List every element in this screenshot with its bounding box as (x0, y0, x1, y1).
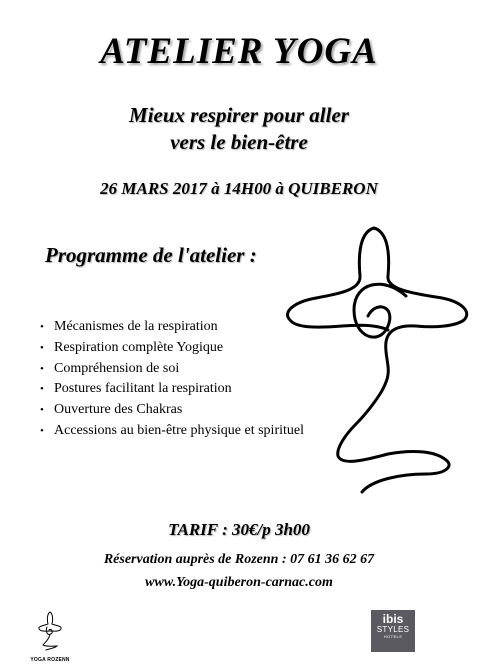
yoga-figure-logo-icon (35, 610, 65, 652)
ibis-styles-logo (371, 610, 415, 652)
program-heading: Programme de l'atelier : (45, 243, 257, 267)
yoga-rozenn-logo (26, 610, 74, 663)
ibis-hotels: HOTELS (383, 634, 403, 639)
meditating-figure-icon (276, 218, 476, 518)
list-item: • Respiration complète Yogique (40, 338, 304, 359)
subtitle-line-1: Mieux respirer pour aller (129, 103, 349, 127)
list-item: • Mécanismes de la respiration (40, 317, 304, 338)
reservation-contact: Réservation auprès de Rozenn : 07 61 36 62 67 (103, 552, 375, 567)
ibis-sub: STYLES (376, 625, 410, 634)
list-item: • Postures facilitant la respiration (40, 379, 304, 400)
subtitle (0, 102, 478, 156)
page-title: ATELIER YOGA (100, 31, 378, 72)
price: TARIF : 30€/p 3h00 (168, 520, 310, 539)
event-date: 26 MARS 2017 à 14H00 à QUIBERON (100, 179, 378, 198)
small-logo-text: YOGA ROZENN (30, 657, 70, 663)
list-item: • Accessions au bien-être physique et spirituel (40, 421, 304, 442)
website-link[interactable]: www.Yoga-quiberon-carnac.com (145, 575, 333, 590)
list-item: • Compréhension de soi (40, 359, 304, 380)
subtitle-line-2: vers le bien-être (170, 130, 308, 154)
list-item: • Ouverture des Chakras (40, 400, 304, 421)
program-list (40, 317, 304, 442)
ibis-word: ibis (382, 612, 404, 626)
